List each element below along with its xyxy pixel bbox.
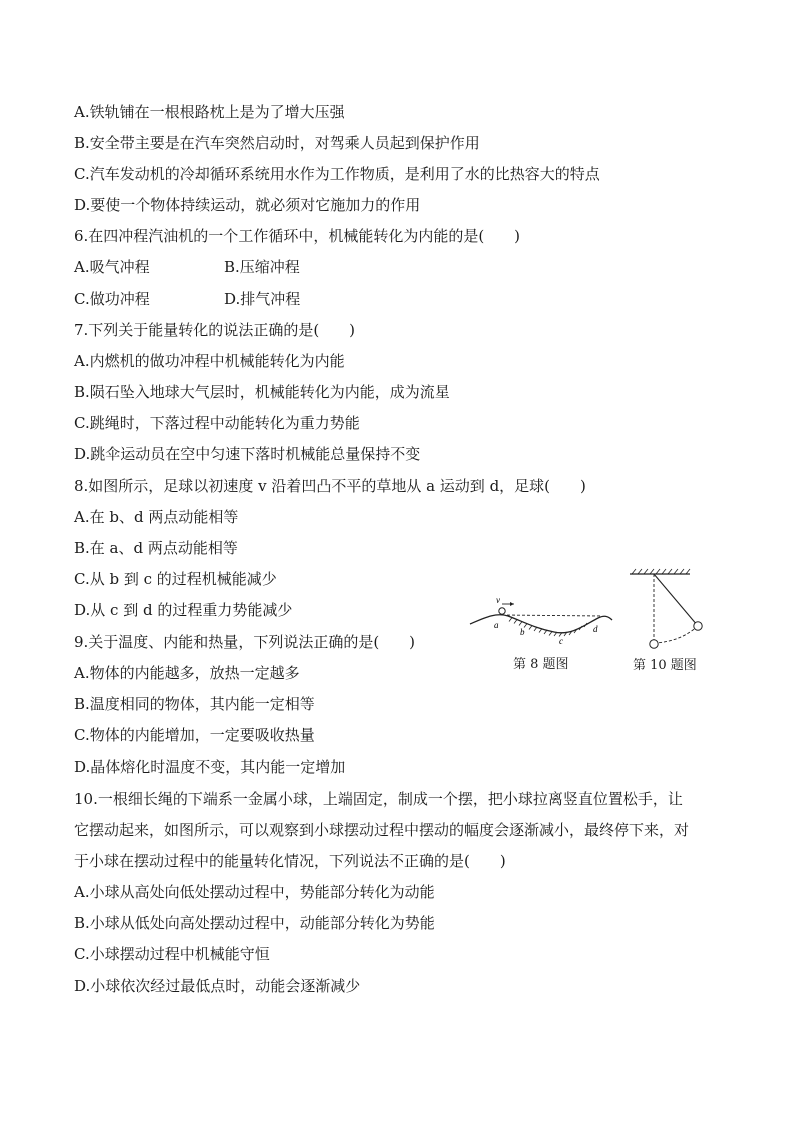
q8-option-a: A.在 b、d 两点动能相等	[74, 508, 239, 526]
q6-option-a: A.吸气冲程	[74, 258, 150, 276]
pendulum-ball-lowest	[650, 640, 658, 648]
pendulum-string	[654, 574, 698, 626]
label-v: v	[496, 595, 500, 605]
q10-option-a: A.小球从高处向低处摆动过程中，势能部分转化为动能	[74, 883, 435, 901]
q9-option-d: D.晶体熔化时温度不变，其内能一定增加	[74, 758, 346, 776]
q9-option-b: B.温度相同的物体，其内能一定相等	[74, 695, 315, 713]
ceiling-hatching	[632, 569, 690, 574]
q5-option-b: B.安全带主要是在汽车突然启动时，对驾乘人员起到保护作用	[74, 134, 480, 152]
label-d: d	[593, 624, 598, 634]
question-10-stem-line2: 它摆动起来，如图所示，可以观察到小球摆动过程中摆动的幅度会逐渐减小，最终停下来，对	[74, 821, 690, 839]
figure-8-caption: 第 8 题图	[513, 657, 569, 672]
q7-option-c: C.跳绳时，下落过程中动能转化为重力势能	[74, 414, 360, 432]
figure-8-diagram	[462, 594, 622, 654]
label-b: b	[520, 627, 525, 637]
question-8-stem: 8.如图所示，足球以初速度 v 沿着凹凸不平的草地从 a 运动到 d，足球( )	[74, 477, 586, 495]
q9-option-c: C.物体的内能增加，一定要吸收热量	[74, 726, 315, 744]
question-10-stem-line3: 于小球在摆动过程中的能量转化情况，下列说法不正确的是( )	[74, 852, 506, 870]
q6-option-d: D.排气冲程	[224, 290, 301, 308]
q6-option-b: B.压缩冲程	[224, 258, 300, 276]
q8-option-b: B.在 a、d 两点动能相等	[74, 539, 238, 557]
q5-option-d: D.要使一个物体持续运动，就必须对它施加力的作用	[74, 196, 421, 214]
question-6-stem: 6.在四冲程汽油机的一个工作循环中，机械能转化为内能的是( )	[74, 227, 521, 245]
question-7-stem: 7.下列关于能量转化的说法正确的是( )	[74, 321, 356, 339]
question-10-stem-line1: 10.一根细长绳的下端系一金属小球，上端固定，制成一个摆，把小球拉离竖直位置松手，让	[74, 790, 683, 808]
figure-10-caption: 第 10 题图	[633, 658, 697, 673]
q10-option-b: B.小球从低处向高处摆动过程中，动能部分转化为势能	[74, 914, 435, 932]
label-a: a	[494, 620, 499, 630]
velocity-arrowhead	[510, 602, 514, 606]
q7-option-b: B.陨石坠入地球大气层时，机械能转化为内能，成为流星	[74, 383, 450, 401]
q8-option-c: C.从 b 到 c 的过程机械能减少	[74, 570, 277, 588]
pendulum-ball-raised	[694, 622, 702, 630]
q9-option-a: A.物体的内能越多，放热一定越多	[74, 664, 300, 682]
figure-10-diagram	[624, 568, 714, 660]
q10-option-d: D.小球依次经过最低点时，动能会逐渐减少	[74, 977, 361, 995]
q7-option-a: A.内燃机的做功冲程中机械能转化为内能	[74, 352, 345, 370]
q6-option-c: C.做功冲程	[74, 290, 150, 308]
question-9-stem: 9.关于温度、内能和热量，下列说法正确的是( )	[74, 633, 416, 651]
swing-arc	[654, 626, 698, 643]
q8-option-d: D.从 c 到 d 的过程重力势能减少	[74, 601, 293, 619]
q7-option-d: D.跳伞运动员在空中匀速下落时机械能总量保持不变	[74, 445, 421, 463]
label-c: c	[559, 636, 563, 646]
q5-option-a: A.铁轨铺在一根根路枕上是为了增大压强	[74, 103, 345, 121]
football-ball	[499, 608, 505, 614]
q10-option-c: C.小球摆动过程中机械能守恒	[74, 945, 270, 963]
dashed-level-line	[502, 615, 602, 616]
q5-option-c: C.汽车发动机的冷却循环系统用水作为工作物质，是利用了水的比热容大的特点	[74, 165, 600, 183]
